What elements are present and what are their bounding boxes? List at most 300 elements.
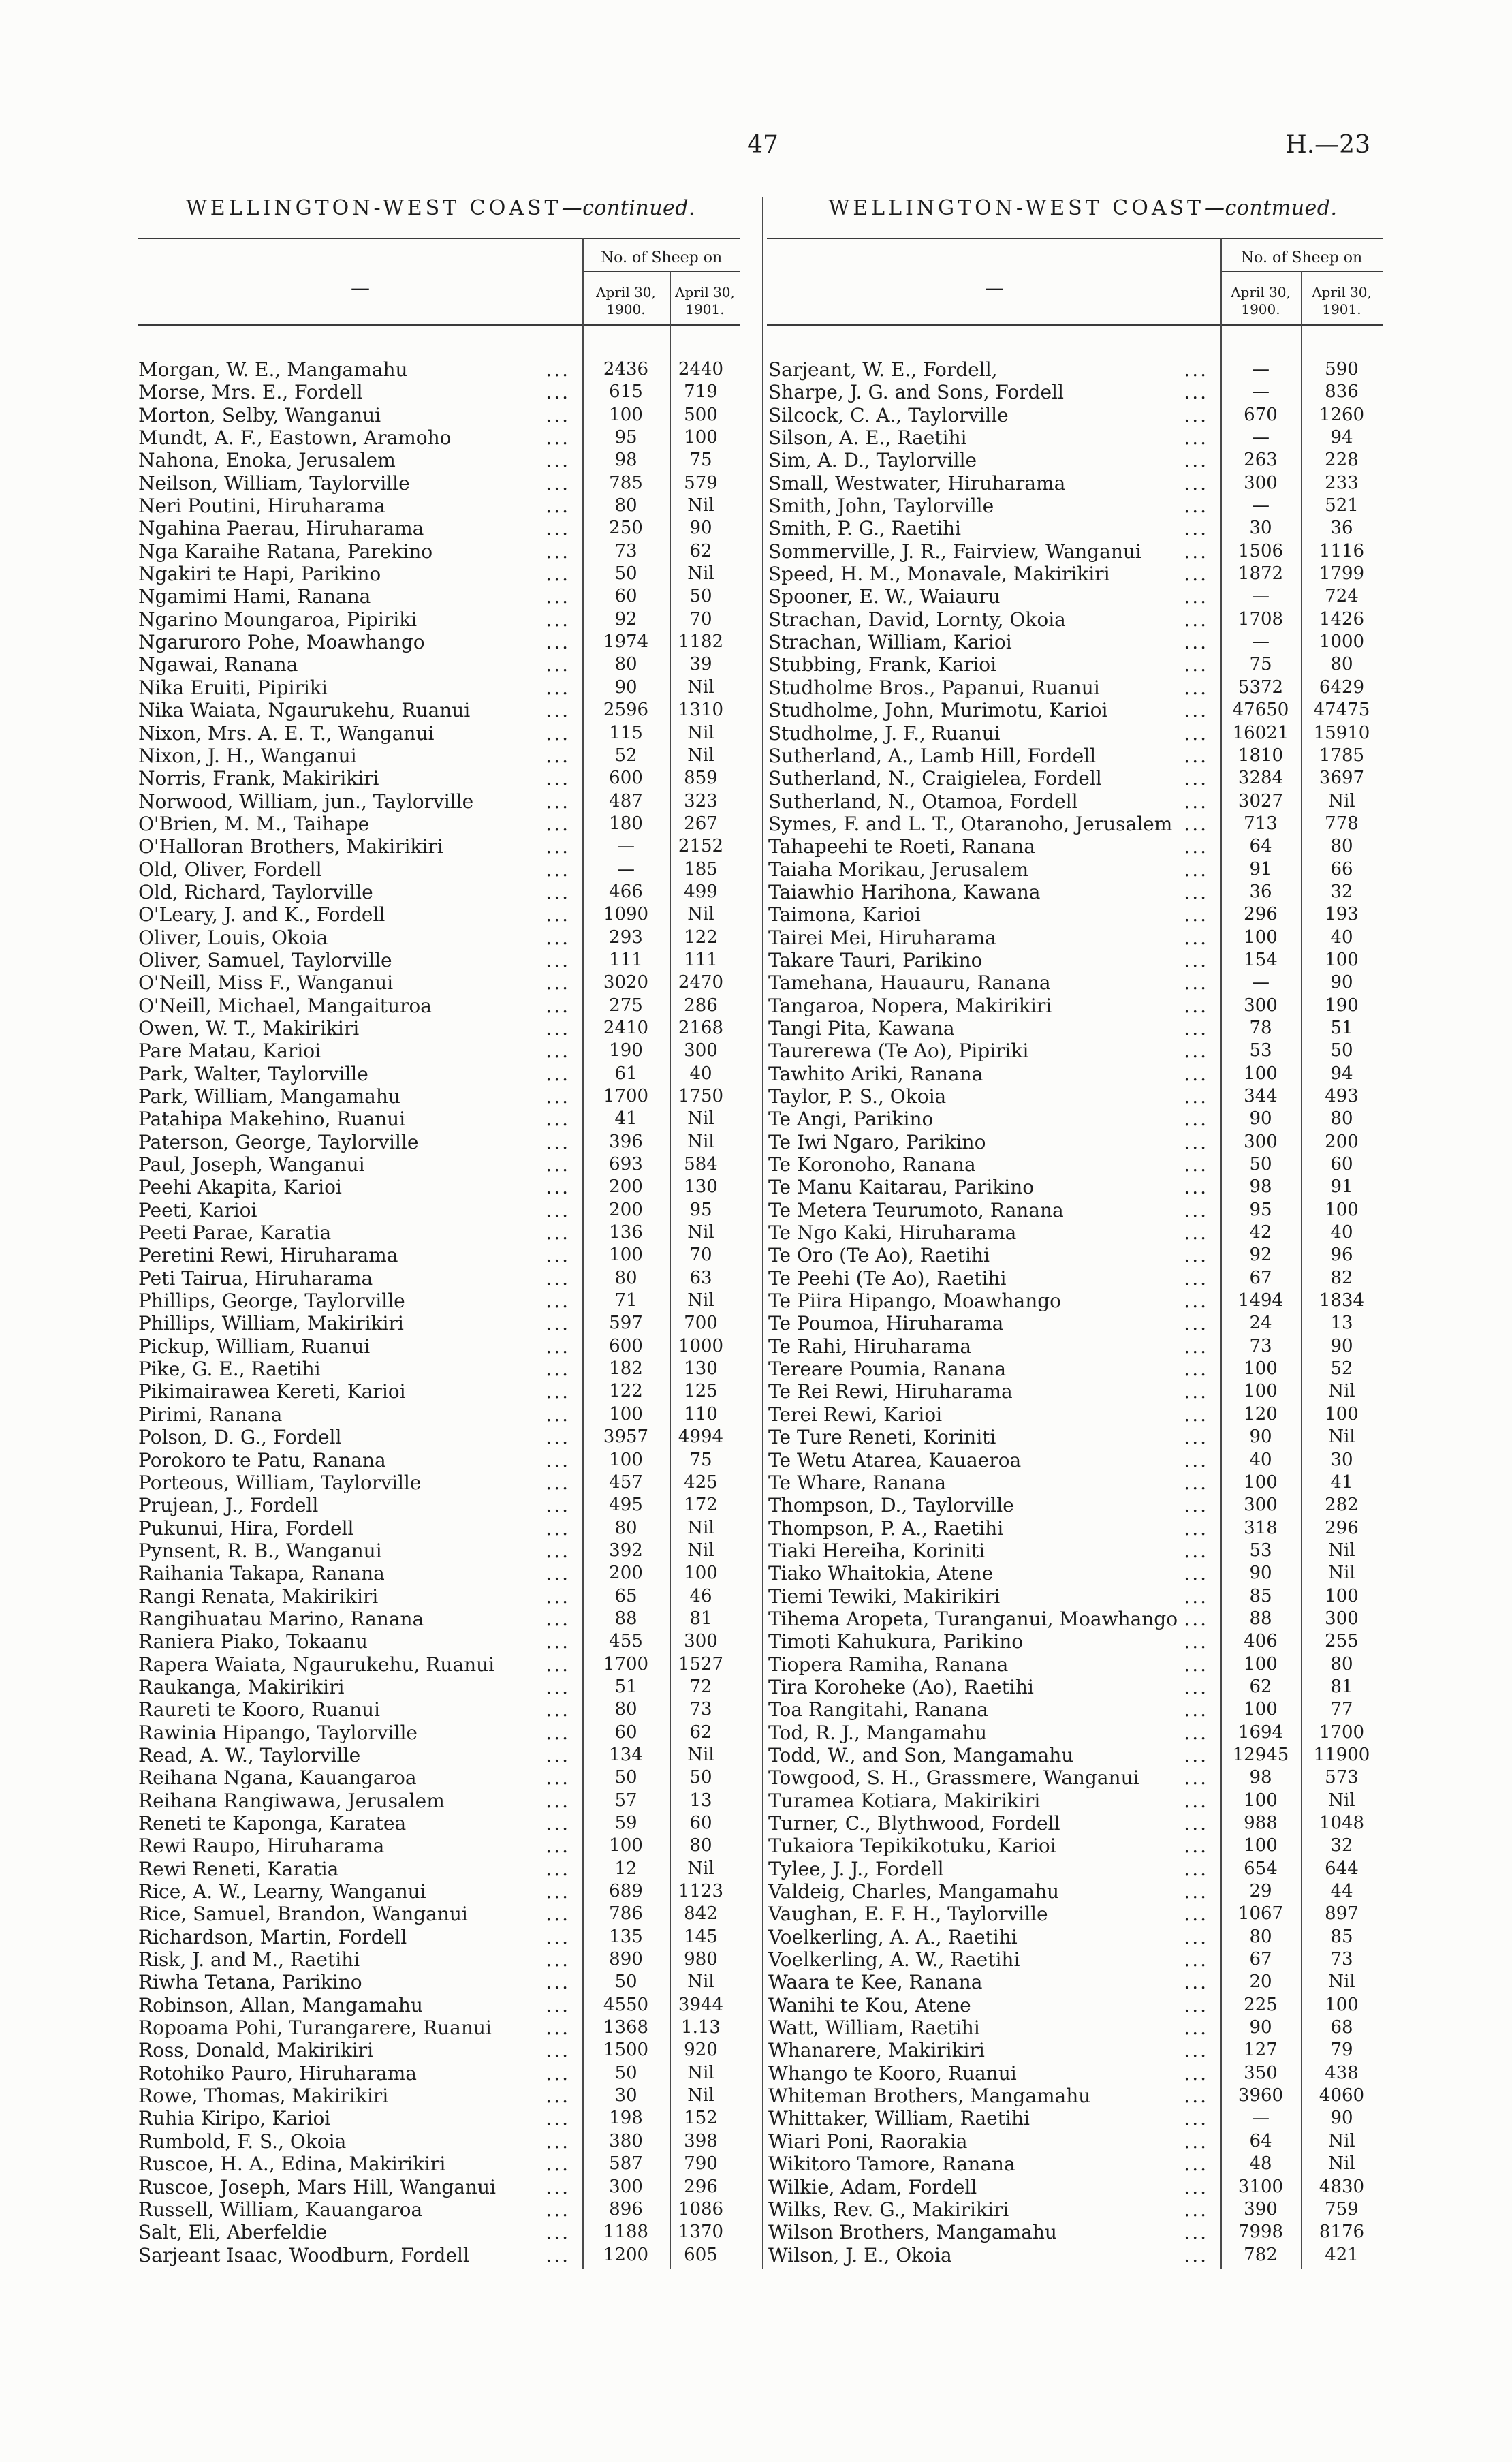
sheep-april-1901: 859 xyxy=(684,768,718,789)
holder-name: Pynsent, R. B., Wanganui xyxy=(138,1539,382,1562)
sheep-april-1900: 300 xyxy=(1244,1495,1278,1516)
sheep-april-1900: 24 xyxy=(1249,1313,1272,1334)
table-row xyxy=(138,1540,732,1562)
sheep-april-1901: 1048 xyxy=(1319,1813,1365,1833)
sheep-april-1900: 98 xyxy=(614,450,637,471)
sheep-april-1901: 130 xyxy=(684,1358,718,1380)
holder-name: O'Brien, M. M., Taihape xyxy=(138,812,370,835)
leader-dots: ... xyxy=(1184,2198,1208,2221)
table-row xyxy=(768,563,1383,585)
leader-dots: ... xyxy=(546,426,570,450)
leader-dots: ... xyxy=(546,1471,570,1494)
holder-name: Mundt, A. F., Eastown, Aramoho xyxy=(138,426,452,450)
holder-cell xyxy=(138,2176,582,2198)
left-col1-header-line2: 1900. xyxy=(606,301,646,317)
table-row xyxy=(768,1063,1383,1085)
table-row xyxy=(768,835,1383,858)
leader-dots: ... xyxy=(546,1448,570,1471)
sheep-april-1901: 75 xyxy=(689,1449,712,1470)
table-row xyxy=(138,2176,732,2198)
leader-dots: ... xyxy=(1184,994,1208,1017)
leader-dots: ... xyxy=(1184,403,1208,426)
sheep-april-1901: 66 xyxy=(1330,858,1353,879)
table-row xyxy=(768,1994,1383,2016)
sheep-april-1900: 65 xyxy=(614,1585,637,1606)
holder-name: Tiako Whaitokia, Atene xyxy=(768,1562,994,1585)
leader-dots: ... xyxy=(1184,2016,1208,2040)
sheep-april-1900: 64 xyxy=(1249,836,1272,857)
leader-dots: ... xyxy=(546,540,570,563)
leader-dots: ... xyxy=(546,994,570,1017)
holder-cell xyxy=(768,1426,1220,1448)
holder-cell xyxy=(768,1131,1220,1153)
sheep-april-1901: Nil xyxy=(687,563,714,585)
sheep-april-1901: 60 xyxy=(1330,1154,1353,1175)
left-group-rule xyxy=(582,271,740,272)
holder-name: Norris, Frank, Makirikiri xyxy=(138,767,379,790)
sheep-april-1901: 90 xyxy=(1330,1335,1353,1356)
leader-dots: ... xyxy=(546,2175,570,2198)
right-title-suffix: —contmued. xyxy=(1204,196,1338,220)
table-row xyxy=(138,903,732,926)
sheep-april-1900: 88 xyxy=(614,1608,637,1629)
sheep-april-1900: 16021 xyxy=(1232,722,1289,743)
leader-dots: ... xyxy=(546,1857,570,1880)
holder-name: Rumbold, F. S., Okoia xyxy=(138,2130,347,2153)
holder-cell xyxy=(768,1744,1220,1766)
leader-dots: ... xyxy=(1184,880,1208,903)
leader-dots: ... xyxy=(546,2198,570,2221)
sheep-april-1901: Nil xyxy=(1328,1381,1355,1402)
sheep-april-1900: 300 xyxy=(1244,1131,1278,1152)
sheep-april-1900: 455 xyxy=(609,1631,643,1652)
sheep-april-1900: 1188 xyxy=(603,2222,649,2243)
leader-dots: ... xyxy=(1184,449,1208,472)
leader-dots: ... xyxy=(546,449,570,472)
leader-dots: ... xyxy=(1184,1766,1208,1790)
leader-dots: ... xyxy=(1184,1016,1208,1040)
holder-name: Wilks, Rev. G., Makirikiri xyxy=(768,2198,1009,2221)
holder-name: Reneti te Kaponga, Karatea xyxy=(138,1812,407,1835)
holder-cell xyxy=(138,1517,582,1540)
sheep-april-1901: 75 xyxy=(689,450,712,471)
holder-cell xyxy=(768,1176,1220,1198)
leader-dots: ... xyxy=(1184,2061,1208,2085)
holder-name: Wikitoro Tamore, Ranana xyxy=(768,2153,1015,2176)
leader-dots: ... xyxy=(546,676,570,699)
leader-dots: ... xyxy=(1184,563,1208,586)
sheep-april-1901: 836 xyxy=(1325,381,1359,403)
sheep-april-1900: 600 xyxy=(609,768,643,789)
sheep-april-1901: Nil xyxy=(687,2085,714,2106)
sheep-april-1901: 145 xyxy=(684,1926,718,1947)
sheep-april-1901: 425 xyxy=(684,1471,718,1493)
table-row xyxy=(768,1312,1383,1335)
holder-cell xyxy=(768,1290,1220,1312)
holder-name: Symes, F. and L. T., Otaranoho, Jerusalem xyxy=(768,812,1173,835)
sheep-april-1901: 46 xyxy=(689,1585,712,1606)
holder-cell xyxy=(768,903,1220,926)
leader-dots: ... xyxy=(546,1743,570,1766)
holder-cell xyxy=(768,449,1220,471)
sheep-april-1900: 29 xyxy=(1249,1881,1272,1902)
table-row xyxy=(138,1585,732,1608)
sheep-april-1901: 73 xyxy=(1330,1949,1353,1970)
leader-dots: ... xyxy=(1184,1040,1208,1063)
leader-dots: ... xyxy=(1184,2107,1208,2130)
holder-name: Rice, A. W., Learny, Wanganui xyxy=(138,1880,426,1903)
sheep-april-1901: 1700 xyxy=(1319,1721,1365,1743)
leader-dots: ... xyxy=(1184,1516,1208,1540)
leader-dots: ... xyxy=(1184,653,1208,676)
leader-dots: ... xyxy=(546,1698,570,1721)
sheep-april-1901: Nil xyxy=(687,1540,714,1561)
sheep-april-1900: — xyxy=(617,836,635,857)
holder-cell xyxy=(138,1653,582,1676)
leader-dots: ... xyxy=(1184,1380,1208,1403)
table-row xyxy=(768,1630,1383,1653)
leader-dots: ... xyxy=(546,1108,570,1131)
holder-name: Rapera Waiata, Ngaurukehu, Ruanui xyxy=(138,1653,495,1676)
table-row xyxy=(768,2198,1383,2221)
holder-name: Wilkie, Adam, Fordell xyxy=(768,2175,977,2198)
leader-dots: ... xyxy=(1184,1539,1208,1562)
sheep-april-1901: 499 xyxy=(684,881,718,902)
holder-name: Taurerewa (Te Ao), Pipiriki xyxy=(768,1040,1029,1063)
table-row xyxy=(138,404,732,426)
sheep-april-1901: 80 xyxy=(1330,836,1353,857)
holder-name: Whango te Kooro, Ruanui xyxy=(768,2061,1017,2085)
leader-dots: ... xyxy=(1184,2039,1208,2062)
holder-name: Te Whare, Ranana xyxy=(768,1471,947,1494)
holder-cell xyxy=(768,358,1220,381)
sheep-april-1901: Nil xyxy=(687,1744,714,1765)
sheep-april-1900: 53 xyxy=(1249,1540,1272,1561)
table-row xyxy=(768,1380,1383,1403)
sheep-april-1901: Nil xyxy=(1328,1790,1355,1811)
holder-cell xyxy=(768,653,1220,676)
holder-cell xyxy=(768,2153,1220,2175)
sheep-april-1901: 50 xyxy=(689,586,712,607)
holder-name: Strachan, William, Karioi xyxy=(768,631,1012,654)
leader-dots: ... xyxy=(546,381,570,404)
holder-name: Taiawhio Harihona, Kawana xyxy=(768,880,1041,903)
left-table-body xyxy=(138,358,732,2266)
table-row xyxy=(768,1517,1383,1540)
holder-name: Ngaruroro Pohe, Moawhango xyxy=(138,631,425,654)
holder-name: Rotohiko Pauro, Hiruharama xyxy=(138,2061,417,2085)
holder-cell xyxy=(768,767,1220,790)
sheep-april-1900: 50 xyxy=(614,1767,637,1788)
leader-dots: ... xyxy=(1184,812,1208,835)
leader-dots: ... xyxy=(546,1971,570,1994)
sheep-april-1901: 1785 xyxy=(1319,745,1365,766)
holder-cell xyxy=(768,971,1220,994)
leader-dots: ... xyxy=(546,767,570,790)
holder-cell xyxy=(138,1903,582,1925)
sheep-april-1900: 64 xyxy=(1249,2130,1272,2151)
holder-cell xyxy=(138,2085,582,2107)
holder-cell xyxy=(138,1426,582,1448)
table-row xyxy=(768,1971,1383,1993)
leader-dots: ... xyxy=(1184,1607,1208,1630)
holder-name: Te Piira Hipango, Moawhango xyxy=(768,1290,1062,1313)
sheep-april-1900: 60 xyxy=(614,1721,637,1743)
holder-cell xyxy=(138,1926,582,1948)
holder-cell xyxy=(768,1858,1220,1880)
sheep-april-1900: 380 xyxy=(609,2130,643,2151)
holder-name: Norwood, William, jun., Taylorville xyxy=(138,790,474,813)
holder-cell xyxy=(138,404,582,426)
holder-name: Old, Oliver, Fordell xyxy=(138,858,322,881)
sheep-april-1900: 41 xyxy=(614,1108,637,1129)
sheep-april-1900: 487 xyxy=(609,790,643,811)
table-row xyxy=(768,1835,1383,1857)
table-row xyxy=(138,2039,732,2061)
holder-name: Peti Tairua, Hiruharama xyxy=(138,1266,373,1290)
holder-cell xyxy=(768,1698,1220,1721)
sheep-april-1901: 90 xyxy=(1330,972,1353,993)
holder-name: Timoti Kahukura, Parikino xyxy=(768,1630,1024,1653)
sheep-april-1901: 60 xyxy=(689,1813,712,1833)
sheep-april-1901: 1310 xyxy=(678,700,724,721)
table-row xyxy=(768,472,1383,495)
sheep-april-1900: 786 xyxy=(609,1903,643,1925)
left-header-top-rule xyxy=(138,238,740,239)
table-row xyxy=(138,1290,732,1312)
leader-dots: ... xyxy=(1184,971,1208,995)
sheep-april-1900: 134 xyxy=(609,1744,643,1765)
holder-name: Nixon, Mrs. A. E. T., Wanganui xyxy=(138,721,435,745)
leader-dots: ... xyxy=(1184,1812,1208,1835)
sheep-april-1900: 182 xyxy=(609,1358,643,1380)
sheep-april-1900: 59 xyxy=(614,1813,637,1833)
holder-cell xyxy=(138,1608,582,1630)
sheep-april-1900: 12 xyxy=(614,1858,637,1879)
leader-dots: ... xyxy=(1184,2175,1208,2198)
sheep-april-1900: 62 xyxy=(1249,1676,1272,1697)
leader-dots: ... xyxy=(1184,585,1208,608)
sheep-april-1901: 85 xyxy=(1330,1926,1353,1947)
sheep-april-1900: 12945 xyxy=(1232,1744,1289,1765)
table-row xyxy=(138,1403,732,1426)
holder-cell xyxy=(138,745,582,767)
holder-cell xyxy=(768,1676,1220,1698)
table-row xyxy=(138,1426,732,1448)
sheep-april-1900: 782 xyxy=(1244,2244,1278,2265)
holder-cell xyxy=(138,881,582,903)
leader-dots: ... xyxy=(1184,1721,1208,1744)
sheep-april-1900: 225 xyxy=(1244,1994,1278,2015)
holder-name: Sharpe, J. G. and Sons, Fordell xyxy=(768,381,1064,404)
sheep-april-1901: 15910 xyxy=(1313,722,1370,743)
sheep-april-1900: 20 xyxy=(1249,1972,1272,1993)
holder-name: Te Iwi Ngaro, Parikino xyxy=(768,1130,986,1153)
table-row xyxy=(138,1880,732,1903)
table-row xyxy=(138,1676,732,1698)
sheep-april-1901: 91 xyxy=(1330,1177,1353,1198)
sheep-april-1901: 100 xyxy=(684,427,718,448)
table-row xyxy=(138,1608,732,1630)
holder-name: Pickup, William, Ruanui xyxy=(138,1335,371,1358)
table-row xyxy=(768,699,1383,721)
holder-cell xyxy=(138,2062,582,2085)
leader-dots: ... xyxy=(546,948,570,971)
sheep-april-1900: 120 xyxy=(1244,1403,1278,1424)
holder-cell xyxy=(768,1994,1220,2016)
table-row xyxy=(138,1971,732,1993)
table-row xyxy=(138,1812,732,1835)
table-row xyxy=(768,1335,1383,1358)
table-row xyxy=(768,1858,1383,1880)
leader-dots: ... xyxy=(546,2016,570,2040)
table-row xyxy=(138,1131,732,1153)
holder-cell xyxy=(768,540,1220,563)
table-row xyxy=(138,1562,732,1585)
sheep-april-1901: 47475 xyxy=(1313,700,1370,721)
sheep-april-1900: 587 xyxy=(609,2153,643,2175)
table-row xyxy=(138,358,732,381)
right-col1-header xyxy=(1220,284,1301,318)
sheep-april-1901: 700 xyxy=(684,1313,718,1334)
leader-dots: ... xyxy=(546,1812,570,1835)
sheep-april-1901: 1426 xyxy=(1319,608,1365,629)
table-row xyxy=(138,2221,732,2243)
leader-dots: ... xyxy=(546,1335,570,1358)
leader-dots: ... xyxy=(546,1426,570,1449)
holder-name: Peeti Parae, Karatia xyxy=(138,1221,332,1245)
table-row xyxy=(768,1221,1383,1244)
holder-cell xyxy=(768,2221,1220,2243)
leader-dots: ... xyxy=(1184,1130,1208,1153)
sheep-april-1901: 100 xyxy=(1325,1199,1359,1220)
holder-name: Neri Poutini, Hiruharama xyxy=(138,495,385,518)
sheep-april-1901: 122 xyxy=(684,926,718,948)
sheep-april-1900: 92 xyxy=(614,608,637,629)
table-row xyxy=(768,1676,1383,1698)
holder-name: Spooner, E. W., Waiauru xyxy=(768,585,1001,608)
table-row xyxy=(138,540,732,563)
sheep-april-1901: 267 xyxy=(684,813,718,834)
sheep-april-1901: 1116 xyxy=(1319,540,1365,561)
holder-cell xyxy=(768,2130,1220,2153)
holder-cell xyxy=(138,1449,582,1471)
holder-cell xyxy=(138,767,582,790)
sheep-april-1901: 40 xyxy=(1330,926,1353,948)
left-col1-header-line1: April 30, xyxy=(596,284,656,300)
table-row xyxy=(138,2198,732,2221)
table-row xyxy=(768,1085,1383,1108)
sheep-april-1900: 785 xyxy=(609,472,643,493)
leader-dots: ... xyxy=(546,1016,570,1040)
holder-name: Stubbing, Frank, Karioi xyxy=(768,653,997,676)
table-row xyxy=(138,2244,732,2266)
sheep-april-1900: — xyxy=(1252,381,1270,403)
sheep-april-1901: 62 xyxy=(689,1721,712,1743)
sheep-april-1901: 1000 xyxy=(678,1335,724,1356)
holder-name: Wanihi te Kou, Atene xyxy=(768,1993,971,2016)
sheep-april-1900: 50 xyxy=(614,1972,637,1993)
right-col2-header-line2: 1901. xyxy=(1322,301,1361,317)
left-col2-header-line1: April 30, xyxy=(675,284,735,300)
holder-cell xyxy=(768,1880,1220,1903)
leader-dots: ... xyxy=(1184,721,1208,745)
leader-dots: ... xyxy=(546,1948,570,1972)
leader-dots: ... xyxy=(1184,767,1208,790)
leader-dots: ... xyxy=(546,1153,570,1177)
table-row xyxy=(138,835,732,858)
holder-name: Te Angi, Parikino xyxy=(768,1108,934,1131)
leader-dots: ... xyxy=(546,926,570,949)
holder-cell xyxy=(768,1585,1220,1608)
sheep-april-1900: 98 xyxy=(1249,1177,1272,1198)
holder-name: O'Neill, Michael, Mangaituroa xyxy=(138,994,432,1017)
holder-name: Te Wetu Atarea, Kauaeroa xyxy=(768,1448,1022,1471)
holder-name: Studholme Bros., Papanui, Ruanui xyxy=(768,676,1100,699)
holder-name: Tukaiora Tepikikotuku, Karioi xyxy=(768,1835,1056,1858)
table-row xyxy=(138,745,732,767)
sheep-april-1901: 2440 xyxy=(678,359,724,379)
table-row xyxy=(768,903,1383,926)
sheep-april-1900: 615 xyxy=(609,381,643,403)
leader-dots: ... xyxy=(546,2061,570,2085)
sheep-april-1901: 759 xyxy=(1325,2198,1359,2219)
holder-name: Tihema Aropeta, Turanganui, Moawhango xyxy=(768,1607,1178,1630)
sheep-april-1901: 41 xyxy=(1330,1471,1353,1493)
holder-cell xyxy=(138,1335,582,1358)
sheep-april-1901: 300 xyxy=(684,1040,718,1061)
holder-cell xyxy=(768,1244,1220,1266)
holder-cell xyxy=(768,2039,1220,2061)
holder-name: Tiopera Ramiha, Ranana xyxy=(768,1653,1009,1676)
sheep-april-1901: 1.13 xyxy=(681,2017,721,2038)
leader-dots: ... xyxy=(1184,2085,1208,2108)
sheep-april-1901: 185 xyxy=(684,858,718,879)
sheep-april-1901: Nil xyxy=(687,904,714,925)
center-divider xyxy=(762,197,763,2269)
holder-cell xyxy=(138,1812,582,1835)
holder-name: Whittaker, William, Raetihi xyxy=(768,2107,1030,2130)
holder-cell xyxy=(768,2085,1220,2107)
leader-dots: ... xyxy=(546,1040,570,1063)
sheep-april-1900: 1368 xyxy=(603,2017,649,2038)
holder-name: O'Leary, J. and K., Fordell xyxy=(138,903,385,926)
holder-name: Pare Matau, Karioi xyxy=(138,1040,321,1063)
leader-dots: ... xyxy=(1184,471,1208,495)
sheep-april-1900: 200 xyxy=(609,1563,643,1584)
holder-cell xyxy=(138,1063,582,1085)
sheep-april-1900: 90 xyxy=(1249,1108,1272,1129)
table-row xyxy=(768,1790,1383,1812)
table-row xyxy=(138,1085,732,1108)
sheep-april-1901: Nil xyxy=(687,1222,714,1243)
leader-dots: ... xyxy=(546,1630,570,1653)
table-row xyxy=(138,1267,732,1290)
holder-cell xyxy=(138,540,582,563)
holder-name: Sutherland, N., Otamoa, Fordell xyxy=(768,790,1078,813)
sheep-april-1901: 82 xyxy=(1330,1267,1353,1288)
holder-name: Tawhito Ariki, Ranana xyxy=(768,1062,983,1085)
sheep-april-1901: 3944 xyxy=(678,1994,724,2015)
sheep-april-1901: 100 xyxy=(1325,1994,1359,2015)
leader-dots: ... xyxy=(546,1312,570,1335)
sheep-april-1900: 689 xyxy=(609,1881,643,1902)
table-row xyxy=(138,2016,732,2039)
table-row xyxy=(138,1380,732,1403)
holder-name: Oliver, Louis, Okoia xyxy=(138,926,328,949)
holder-cell xyxy=(138,835,582,858)
sheep-april-1900: 2410 xyxy=(603,1017,649,1038)
